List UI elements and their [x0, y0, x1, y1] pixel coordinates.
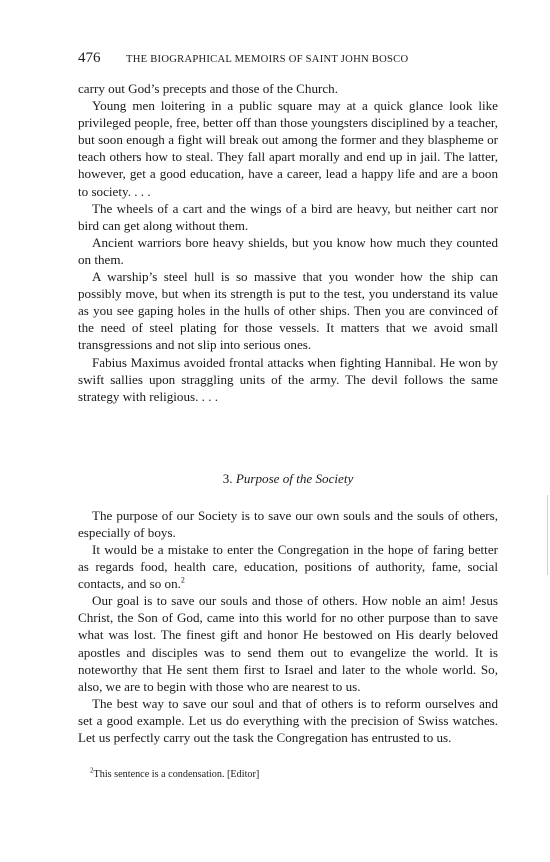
paragraph: The best way to save our soul and that of others is to reform ourselves and set a good example. Let us do everything with the precision of Swiss watches. Let us perfectly carry out the task the Congregation has entrusted to us. [78, 695, 498, 745]
paragraph: A warship’s steel hull is so massive that you wonder how the ship can possibly move, but when its strength is put to the test, you understand its value as you see gaping holes in the hulls of other ships. Then you are convinced of the need of steel plating for those vessels. It matters that we avoid small transgressions and not slip into serious ones. [78, 269, 498, 353]
paragraph: Fabius Maximus avoided frontal attacks when fighting Hannibal. He won by swift sallies upon straggling units of the army. The devil follows the same strategy with religious. . . . [78, 354, 498, 404]
paragraph: Young men loitering in a public square may at a quick glance look like privileged people, free, better off than those youngsters disciplined by a teacher, but soon enough a fight will break out among the former and they blaspheme or teach others how to steal. They fall apart morally and end up in jail. The latter, however, get a good education, have a career, lead a happy life and are a boon to society. . . . [78, 98, 498, 199]
page-number: 476 [78, 50, 101, 66]
paragraph: Our goal is to save our souls and those of others. How noble an aim! Jesus Christ, the Son of God, came into this world for no other purpose than to save what was lost. The finest gift and honor He bestowed on His dearly beloved apostles and disciples was to send them out to evangelize the world. It is noteworthy that He sent them first to Israel and later to the whole world. So, also, we are to begin with those who are nearest to us. [78, 593, 498, 694]
paragraph: The purpose of our Society is to save our own souls and the souls of others, especially of boys. [78, 507, 498, 540]
paragraph: The wheels of a cart and the wings of a bird are heavy, but neither cart nor bird can get along without them. [78, 200, 498, 233]
page-edge-line [547, 495, 548, 575]
paragraph: Ancient warriors bore heavy shields, but you know how much they counted on them. [78, 234, 498, 267]
footnote-text: This sentence is a condensation. [Editor] [93, 769, 260, 781]
body-text-top [78, 80, 498, 405]
section-heading [78, 471, 498, 487]
body-text-bottom [78, 507, 498, 746]
footnote [90, 768, 498, 781]
paragraph [78, 541, 498, 592]
footnote-reference: 2 [180, 575, 185, 585]
paragraph-text: It would be a mistake to enter the Congregation in the hope of faring better as regards food, health care, education, positions of authority, fame, social contacts, and so on. [78, 541, 498, 592]
section-number: 3. [222, 470, 233, 486]
footnote-mark: 2 [90, 766, 94, 775]
book-page [78, 50, 498, 781]
page-header [78, 50, 498, 74]
running-head: THE BIOGRAPHICAL MEMOIRS OF SAINT JOHN BOSCO [126, 54, 409, 65]
section-title: Purpose of the Society [235, 470, 354, 486]
paragraph: carry out God’s precepts and those of the Church. [78, 81, 338, 96]
